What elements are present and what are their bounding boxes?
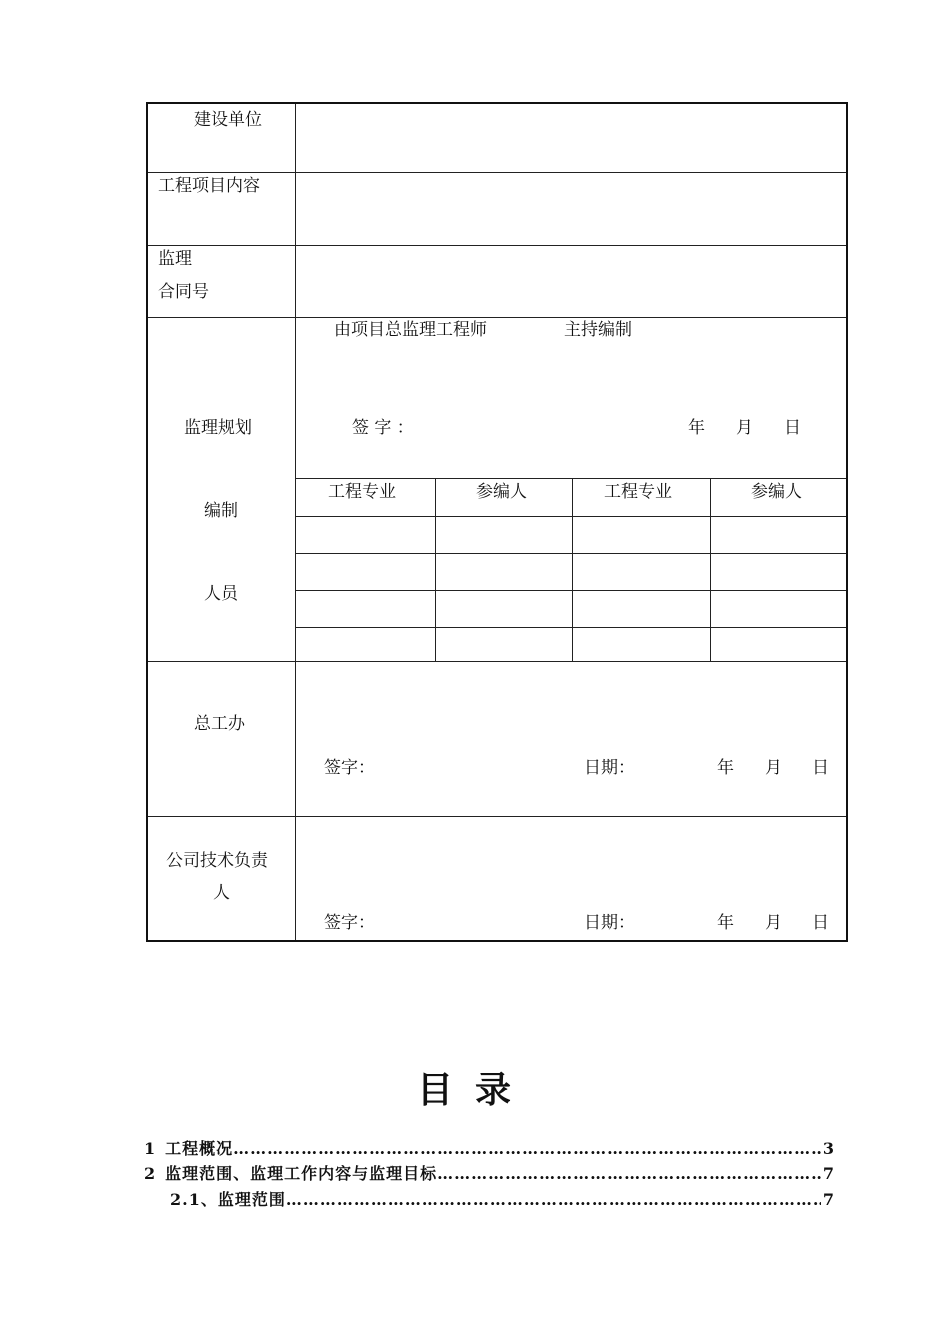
tech-lead-date: 日期： xyxy=(584,913,635,933)
toc-entry-page: 7 xyxy=(822,1164,834,1183)
staff-header-specialty-2: 工程专业 xyxy=(604,482,672,502)
tech-lead-month: 月 xyxy=(765,913,782,933)
contract-label-line2: 合同号 xyxy=(158,282,209,302)
staff-table-row xyxy=(295,590,846,591)
label-column-divider xyxy=(295,104,296,940)
staff-table-top xyxy=(295,478,846,479)
tech-lead-day: 日 xyxy=(812,913,829,933)
toc-entry-number: 1 xyxy=(144,1139,156,1158)
toc-entry-title: 工程概况 xyxy=(165,1139,234,1158)
toc-entry[interactable] xyxy=(144,1138,834,1160)
staff-header-participant-1: 参编人 xyxy=(476,482,527,502)
chief-office-sign: 签字： xyxy=(324,758,375,778)
plan-sign: 签 字 ： xyxy=(352,418,414,438)
toc-entry-number: 2 xyxy=(144,1164,156,1183)
toc-entry-title: 监理范围、监理工作内容与监理目标 xyxy=(165,1164,438,1183)
plan-host: 主持编制 xyxy=(564,320,632,340)
chief-office-year: 年 xyxy=(717,758,734,778)
plan-label-line3: 人员 xyxy=(204,584,238,604)
plan-day: 日 xyxy=(784,418,801,438)
staff-table-row xyxy=(295,516,846,517)
staff-table-col xyxy=(572,478,573,661)
row-divider xyxy=(148,661,846,662)
toc-leader-dots xyxy=(286,1189,821,1211)
plan-year: 年 xyxy=(688,418,705,438)
staff-table-row xyxy=(295,553,846,554)
project-content-label: 工程项目内容 xyxy=(158,176,260,196)
tech-lead-year: 年 xyxy=(717,913,734,933)
tech-lead-sign: 签字： xyxy=(324,913,375,933)
plan-label-line1: 监理规划 xyxy=(184,418,252,438)
toc-entry[interactable] xyxy=(170,1189,834,1211)
row-divider xyxy=(148,317,846,318)
tech-lead-label-line2: 人 xyxy=(213,883,230,903)
staff-header-participant-2: 参编人 xyxy=(751,482,802,502)
project-info-form xyxy=(146,102,848,942)
row-divider xyxy=(148,172,846,173)
toc-title: 目录 xyxy=(416,1069,533,1111)
toc-leader-dots xyxy=(233,1138,821,1160)
plan-compiled-by: 由项目总监理工程师 xyxy=(334,320,487,340)
chief-office-day: 日 xyxy=(812,758,829,778)
tech-lead-label-line1: 公司技术负责 xyxy=(166,851,268,871)
toc-entry-page: 3 xyxy=(822,1139,834,1158)
chief-office-month: 月 xyxy=(765,758,782,778)
chief-office-label: 总工办 xyxy=(194,714,245,734)
toc-leader-dots xyxy=(437,1163,821,1185)
chief-office-date: 日期： xyxy=(584,758,635,778)
staff-table-col xyxy=(710,478,711,661)
toc-entry[interactable] xyxy=(144,1163,834,1185)
plan-month: 月 xyxy=(736,418,753,438)
contract-label-line1: 监理 xyxy=(158,249,192,269)
staff-table-col xyxy=(435,478,436,661)
toc-entry-page: 7 xyxy=(822,1190,834,1209)
builder-label: 建设单位 xyxy=(194,110,262,130)
row-divider xyxy=(148,816,846,817)
row-divider xyxy=(148,245,846,246)
toc-entry-title: 2.1、监理范围 xyxy=(170,1190,286,1209)
staff-header-specialty-1: 工程专业 xyxy=(328,482,396,502)
staff-table-row xyxy=(295,627,846,628)
plan-label-line2: 编制 xyxy=(204,501,238,521)
